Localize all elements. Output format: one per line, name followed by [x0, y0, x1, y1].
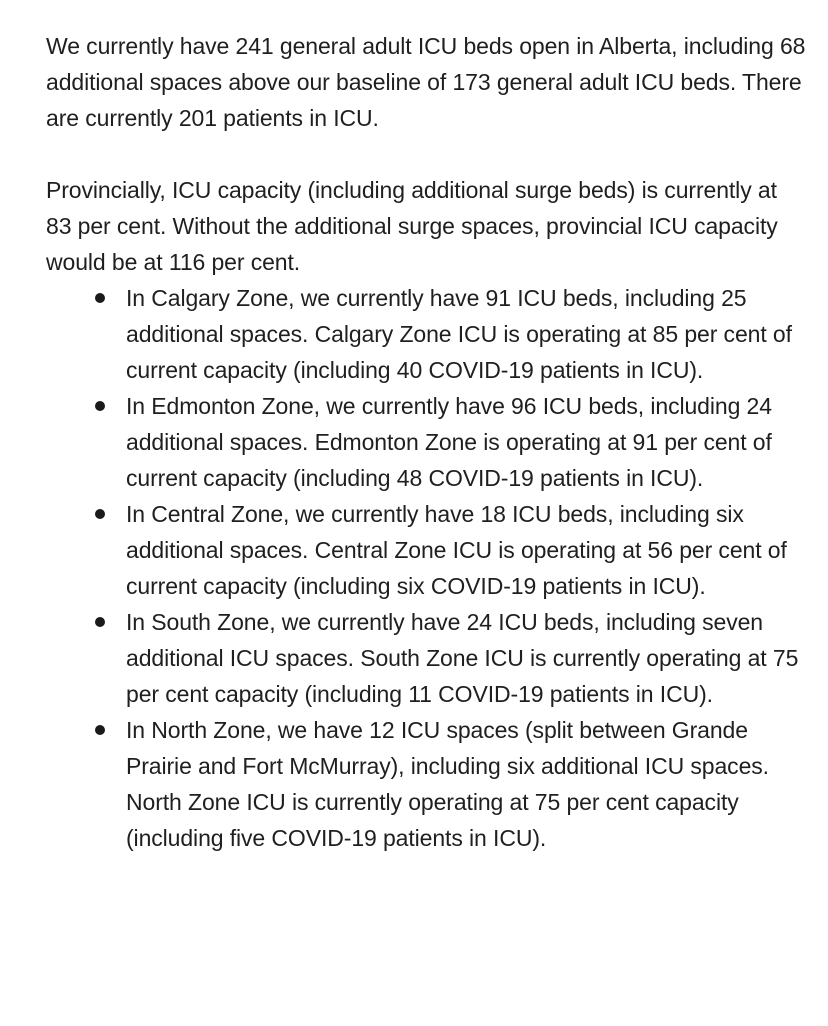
list-item-calgary-zone — [46, 280, 806, 388]
paragraph-icu-beds-open: We currently have 241 general adult ICU beds open in Alberta, including 68 additional spaces above our baseline of 173 general adult ICU beds. There are currently 201 patients in ICU. — [46, 33, 806, 131]
zone-list — [46, 280, 806, 856]
list-item-south-zone — [46, 604, 806, 712]
bullet-dot-icon — [95, 509, 105, 519]
bullet-dot-icon — [95, 725, 105, 735]
document-body — [46, 28, 806, 856]
bullet-dot-icon — [95, 617, 105, 627]
paragraph-provincial-capacity: Provincially, ICU capacity (including additional surge beds) is currently at 83 per cent. Without the additional surge spaces, provincial ICU capacity would be at 116 per cent. — [46, 177, 778, 275]
zone-text: In Edmonton Zone, we currently have 96 ICU beds, including 24 additional spaces. Edmonton Zone is operating at 91 per cent of current capacity (including 48 COVID-19 patients in ICU). — [126, 393, 772, 491]
list-item-central-zone — [46, 496, 806, 604]
zone-text: In Central Zone, we currently have 18 ICU beds, including six additional spaces. Central Zone ICU is operating at 56 per cent of current capacity (including six COVID-19 patients in ICU). — [126, 501, 787, 599]
list-item-edmonton-zone — [46, 388, 806, 496]
list-item-north-zone — [46, 712, 806, 856]
zone-text: In North Zone, we have 12 ICU spaces (split between Grande Prairie and Fort McMurray), including six additional ICU spaces. North Zone ICU is currently operating at 75 per cent capacity (including five COVID-19 patients in ICU). — [126, 717, 769, 851]
zone-text: In Calgary Zone, we currently have 91 ICU beds, including 25 additional spaces. Calgary Zone ICU is operating at 85 per cent of current capacity (including 40 COVID-19 patients in ICU). — [126, 285, 792, 383]
bullet-dot-icon — [95, 401, 105, 411]
zone-text: In South Zone, we currently have 24 ICU beds, including seven additional ICU spaces. South Zone ICU is currently operating at 75 per cent capacity (including 11 COVID-19 patients in ICU). — [126, 609, 799, 707]
bullet-dot-icon — [95, 293, 105, 303]
